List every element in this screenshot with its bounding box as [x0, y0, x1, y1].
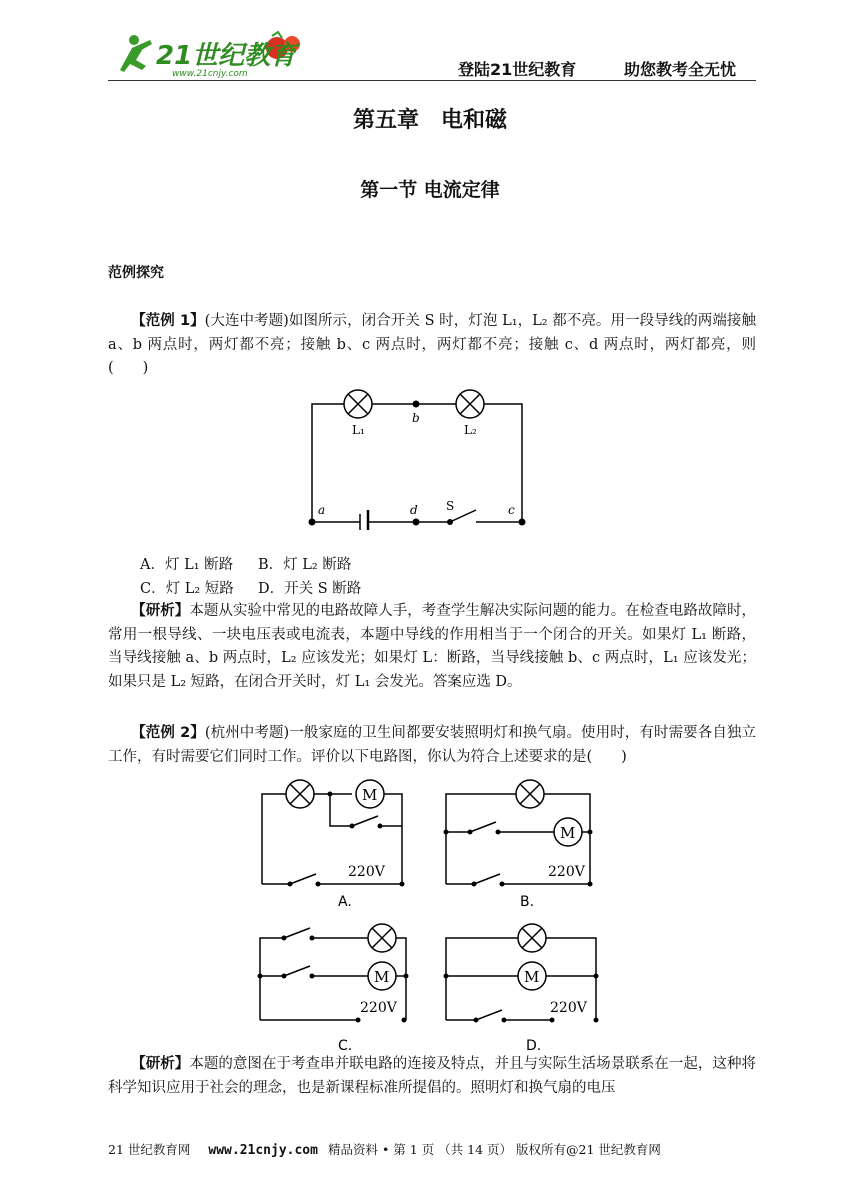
option-d: D．开关 S 断路	[258, 581, 362, 597]
chapter-title: 第五章 电和磁	[352, 108, 507, 133]
voltage-label: 220V	[360, 1000, 397, 1016]
motor-label: M	[524, 968, 540, 986]
logo-figure-icon	[112, 30, 302, 80]
label-L1: L₁	[352, 423, 365, 437]
section-heading: 范例探究	[108, 265, 164, 281]
example2-analysis-tag: 【研析】	[131, 1056, 190, 1072]
example1-analysis	[108, 600, 756, 694]
label-S: S	[446, 499, 455, 513]
circuit-diagram-1	[300, 382, 536, 530]
circuit-diagram-b	[440, 776, 600, 910]
option-c: C．灯 L₂ 短路	[140, 581, 234, 597]
example1-text: (大连中考题)如图所示，闭合开关 S 时，灯泡 L₁，L₂ 都不亮。用一段导线的两端接触 a、b 两点时，两灯都不亮；接触 b、c 两点时，两灯都不亮；接触 c、d 两点时，两灯都亮，则 ( )	[108, 313, 785, 376]
motor-label: M	[362, 786, 378, 804]
label-L2: L₂	[464, 423, 477, 437]
voltage-label: 220V	[548, 864, 585, 880]
footer-info: 精品资料 • 第 1 页 （共 14 页） 版权所有@21 世纪教育网	[327, 1142, 661, 1157]
example1-analysis-tag: 【研析】	[131, 603, 190, 619]
header-slogan-right: 助您教考全无忧	[624, 60, 737, 79]
section-title: 第一节 电流定律	[360, 179, 500, 201]
header-divider	[108, 80, 756, 81]
label-d: d	[410, 503, 418, 517]
example1-question	[108, 310, 785, 381]
voltage-label: 220V	[348, 864, 385, 880]
example2-analysis-text: 本题的意图在于考查串并联电路的连接及特点，并且与实际生活场景联系在一起，这种将科学知识应用于社会的理念，也是新课程标准所提倡的。照明灯和换气扇的电压	[108, 1056, 756, 1096]
example2-text: (杭州中考题)一般家庭的卫生间都要安装照明灯和换气扇。使用时，有时需要各自独立工作，有时需要它们同时工作。评价以下电路图，你认为符合上述要求的是( )	[108, 725, 757, 765]
example2-tag: 【范例 2】	[131, 725, 205, 741]
site-logo	[112, 30, 302, 80]
circuit-diagram-c	[256, 920, 416, 1054]
label-c: c	[508, 503, 515, 517]
diagram-label-c: C.	[338, 1038, 353, 1054]
footer-site: 21 世纪教育网	[108, 1142, 191, 1157]
example2-analysis	[108, 1053, 756, 1100]
diagram-label-a: A.	[338, 894, 352, 910]
example1-tag: 【范例 1】	[131, 313, 205, 329]
logo-text: 21世纪教育	[156, 41, 297, 71]
circuit-diagram-d	[440, 920, 600, 1054]
circuit-diagram-a	[256, 776, 416, 910]
header-slogan-left: 登陆21世纪教育	[458, 60, 577, 79]
label-b: b	[412, 411, 420, 425]
example1-analysis-text: 本题从实验中常见的电路故障人手，考查学生解决实际问题的能力。在检查电路故障时，常用一根导线、一块电压表或电流表，本题中导线的作用相当于一个闭合的开关。如果灯 L₁ 断路，当导线接触 a、b 两点时，L₂ 应该发光；如果灯 L：断路，当导线接触 b、c 两点时，L₁ 应该发光；如果只是 L₂ 短路，在闭合开关时，灯 L₁ 会发光。答案应选 D。	[108, 603, 756, 690]
example2-question	[108, 722, 756, 769]
label-a: a	[318, 503, 326, 517]
option-b: B．灯 L₂ 断路	[258, 557, 352, 573]
voltage-label: 220V	[550, 1000, 587, 1016]
motor-label: M	[560, 824, 576, 842]
page-footer	[108, 1140, 661, 1158]
logo-url: www.21cnjy.com	[172, 69, 248, 79]
option-a: A．灯 L₁ 断路	[140, 557, 234, 573]
diagram-label-d: D.	[526, 1038, 542, 1054]
footer-url[interactable]: www.21cnjy.com	[208, 1143, 318, 1158]
motor-label: M	[374, 968, 390, 986]
diagram-label-b: B.	[520, 894, 535, 910]
